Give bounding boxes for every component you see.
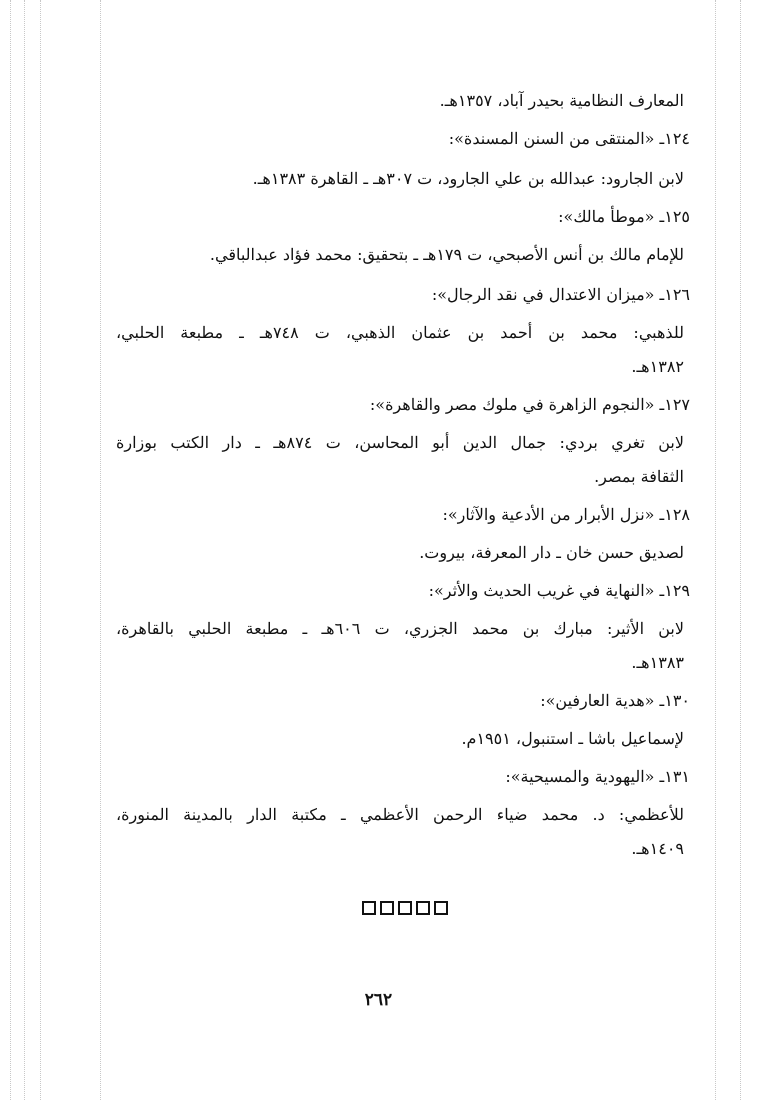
text-line: للأعظمي: د. محمد ضياء الرحمن الأعظمي ـ مكتبة الدار بالمدينة المنورة،	[116, 805, 684, 824]
end-ornament	[355, 901, 455, 923]
text-line: لصديق حسن خان ـ دار المعرفة، بيروت.	[419, 543, 684, 562]
text-line: لإسماعيل باشا ـ استنبول، ١٩٥١م.	[461, 729, 684, 748]
text-line: المعارف النظامية بحيدر آباد، ١٣٥٧هـ.	[439, 91, 684, 110]
margin-dots-right-2	[740, 0, 741, 1100]
entry-title-126: ١٢٦ـ «ميزان الاعتدال في نقد الرجال»:	[431, 285, 690, 304]
margin-dots-left-2	[24, 0, 25, 1100]
text-line: ١٣٨٢هـ.	[631, 357, 684, 376]
square-icon	[434, 901, 448, 915]
margin-dots-right	[715, 0, 716, 1100]
margin-dots-left-3	[40, 0, 41, 1100]
entry-title-127: ١٢٧ـ «النجوم الزاهرة في ملوك مصر والقاهرة»:	[369, 395, 690, 414]
text-line: ١٤٠٩هـ.	[631, 839, 684, 858]
entry-title-124: ١٢٤ـ «المنتقى من السنن المسندة»:	[448, 129, 690, 148]
page-number: ٢٦٢	[364, 990, 393, 1010]
entry-title-130: ١٣٠ـ «هدية العارفين»:	[540, 691, 690, 710]
square-icon	[398, 901, 412, 915]
entry-title-129: ١٢٩ـ «النهاية في غريب الحديث والأثر»:	[428, 581, 690, 600]
text-line: ١٣٨٣هـ.	[631, 653, 684, 672]
square-icon	[416, 901, 430, 915]
square-icon	[362, 901, 376, 915]
text-line: للذهبي: محمد بن أحمد بن عثمان الذهبي، ت ٧٤٨هـ ـ مطبعة الحلبي،	[116, 323, 684, 342]
margin-dots-left-4	[100, 0, 101, 1100]
margin-dots-left	[10, 0, 11, 1100]
entry-title-128: ١٢٨ـ «نزل الأبرار من الأدعية والآثار»:	[442, 505, 690, 524]
entry-title-131: ١٣١ـ «اليهودية والمسيحية»:	[505, 767, 690, 786]
text-line: للإمام مالك بن أنس الأصبحي، ت ١٧٩هـ ـ بتحقيق: محمد فؤاد عبدالباقي.	[209, 245, 684, 264]
entry-title-125: ١٢٥ـ «موطأ مالك»:	[558, 207, 690, 226]
square-icon	[380, 901, 394, 915]
text-line: لابن تغري بردي: جمال الدين أبو المحاسن، ت ٨٧٤هـ ـ دار الكتب بوزارة	[116, 433, 684, 452]
text-line: لابن الأثير: مبارك بن محمد الجزري، ت ٦٠٦هـ ـ مطبعة الحلبي بالقاهرة،	[116, 619, 684, 638]
text-line: الثقافة بمصر.	[594, 467, 684, 486]
text-line: لابن الجارود: عبدالله بن علي الجارود، ت ٣٠٧هـ ـ القاهرة ١٣٨٣هـ.	[252, 169, 684, 188]
